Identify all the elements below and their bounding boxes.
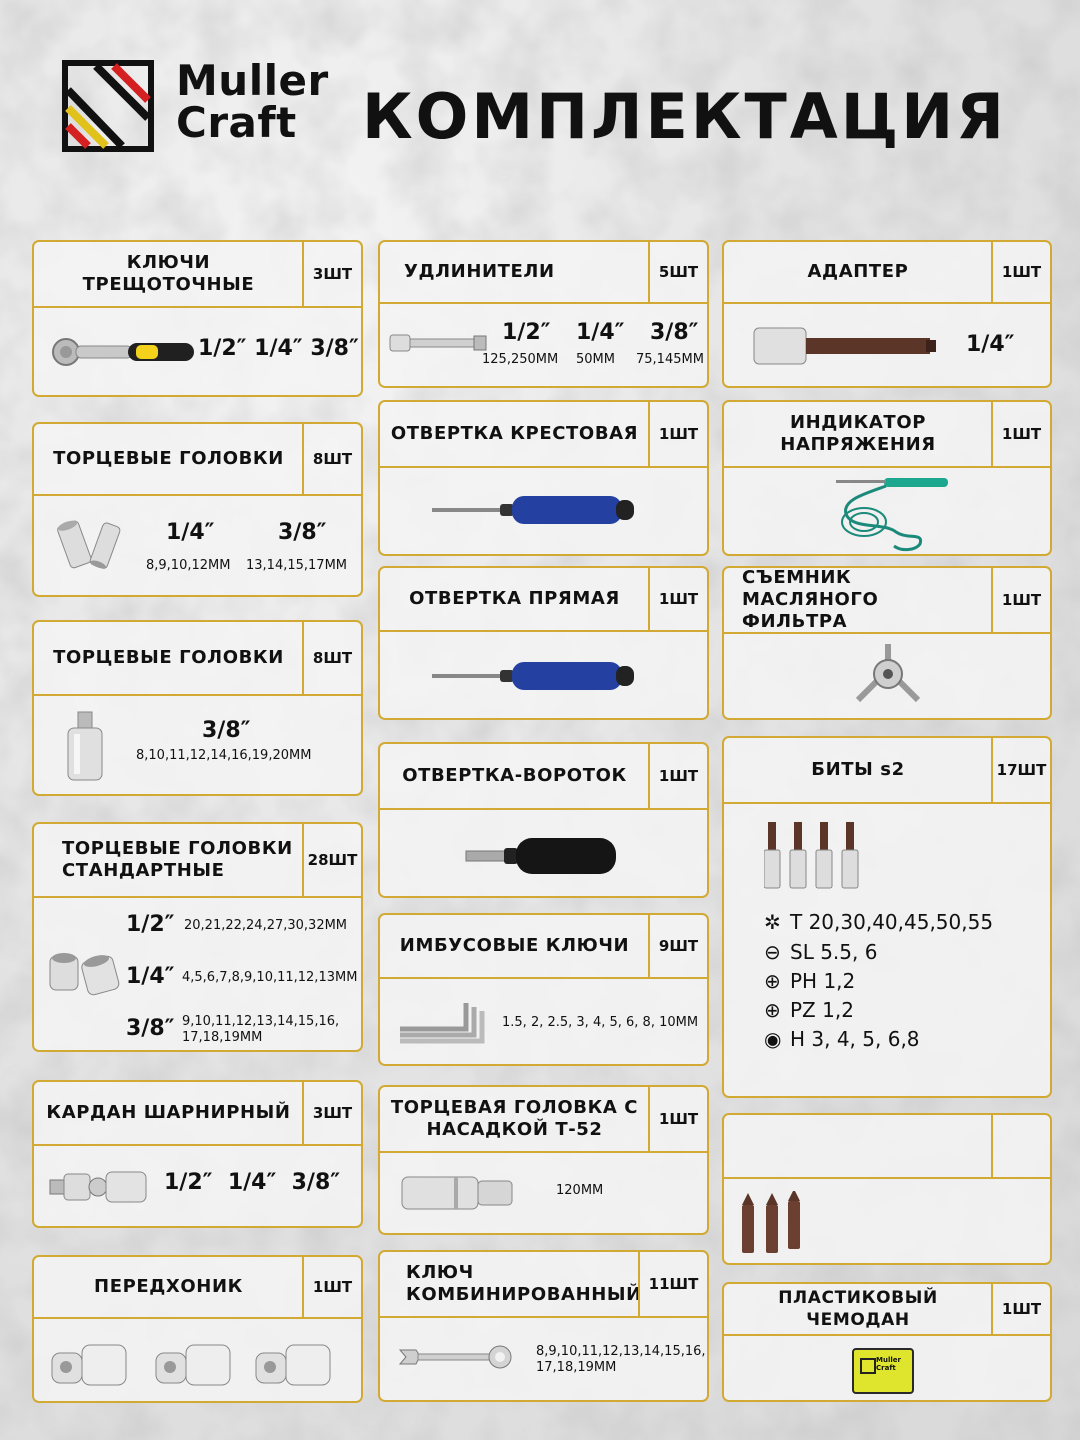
card-title: УДЛИНИТЕЛИ xyxy=(404,261,555,282)
card-title: КЛЮЧИ ТРЕЩОТОЧНЫЕ xyxy=(82,252,255,295)
card-adapter-set xyxy=(32,1255,363,1403)
hex-keys-image xyxy=(394,993,494,1049)
card-title: ОТВЕРТКА-ВОРОТОК xyxy=(402,765,627,786)
spark-socket-note: 120ММ xyxy=(556,1183,604,1198)
card-qty: 8ШТ xyxy=(302,424,361,494)
card-qty: 1ШТ xyxy=(648,402,707,466)
bit-holders-image xyxy=(764,822,864,892)
card-qty: 5ШТ xyxy=(648,242,707,302)
card-title: КАРДАН ШАРНИРНЫЙ xyxy=(46,1102,291,1123)
socket-size: 3/8″ xyxy=(278,520,327,545)
socket-size-note: 20,21,22,24,27,30,32ММ xyxy=(184,918,348,933)
socket-size-note: 8,10,11,12,14,16,19,20ММ xyxy=(136,748,312,763)
card-hex-keys xyxy=(378,913,709,1066)
card-qty: 9ШТ xyxy=(648,915,707,977)
bit-sizes: T 20,30,40,45,50,55 xyxy=(790,910,994,934)
adapter-size: 1/4″ xyxy=(966,332,1015,357)
card-qty: 17ШТ xyxy=(991,738,1050,802)
card-qty: 8ШТ xyxy=(302,622,361,694)
socket-size: 3/8″ xyxy=(126,1016,175,1041)
bit-sizes: SL 5.5, 6 xyxy=(790,940,878,964)
bit-row-slotted xyxy=(764,940,877,964)
brand-line-2: Craft xyxy=(176,98,297,147)
card-adapter xyxy=(722,240,1052,388)
card-qty: 1ШТ xyxy=(302,1257,361,1317)
voltage-tester-image xyxy=(824,474,954,554)
card-qty xyxy=(991,1115,1050,1177)
card-qty: 1ШТ xyxy=(648,1087,707,1151)
card-title: ТОРЦЕВЫЕ ГОЛОВКИ xyxy=(53,647,284,668)
universal-joint-image xyxy=(46,1162,156,1212)
socket-size: 1/4″ xyxy=(166,520,215,545)
ratchet-image xyxy=(50,332,200,372)
pozidriv-icon: ⊕ xyxy=(764,998,781,1022)
spark-socket-image xyxy=(400,1171,520,1215)
card-voltage-tester xyxy=(722,400,1052,556)
combination-wrench-image xyxy=(396,1342,516,1372)
extension-size: 3/8″ xyxy=(650,320,699,345)
card-title: ТОРЦЕВЫЕ ГОЛОВКИ xyxy=(53,448,284,469)
page-title: КОМПЛЕКТАЦИЯ xyxy=(362,80,1007,153)
bit-sizes: PZ 1,2 xyxy=(790,998,854,1022)
adapter-set-image xyxy=(48,1337,348,1397)
card-flat-screwdriver xyxy=(378,566,709,720)
ratchet-size: 3/8″ xyxy=(310,336,359,361)
torx-icon: ✲ xyxy=(764,910,781,934)
bit-row-phillips xyxy=(764,969,855,993)
bit-row-pozidriv xyxy=(764,998,854,1022)
card-qty: 28ШТ xyxy=(302,824,361,896)
spinner-handle-image xyxy=(464,834,624,878)
card-spark-socket xyxy=(378,1085,709,1235)
socket-size-note: 13,14,15,17ММ xyxy=(246,558,347,573)
card-combination-wrench xyxy=(378,1250,709,1402)
bit-row-hex xyxy=(764,1027,920,1051)
plastic-case-image xyxy=(852,1348,914,1394)
ratchet-size: 1/2″ xyxy=(198,336,247,361)
card-title: КЛЮЧ КОМБИНИРОВАННЫЙ xyxy=(406,1262,642,1305)
extension-size-note: 50ММ xyxy=(576,352,615,367)
socket-size-note: 9,10,11,12,13,14,15,16, xyxy=(182,1014,340,1029)
socket-image xyxy=(60,708,120,788)
joint-size: 1/2″ xyxy=(164,1170,213,1195)
extension-size-note: 125,250ММ xyxy=(482,352,559,367)
extension-size: 1/2″ xyxy=(502,320,551,345)
card-ratchets xyxy=(32,240,363,397)
card-extra-bits xyxy=(722,1113,1052,1265)
loose-bits-image xyxy=(738,1191,808,1257)
socket-size-note: 4,5,6,7,8,9,10,11,12,13ММ xyxy=(182,970,358,985)
screwdriver-image xyxy=(430,490,640,530)
card-qty: 11ШТ xyxy=(638,1252,707,1316)
socket-size: 3/8″ xyxy=(202,718,251,743)
card-title: БИТЫ s2 xyxy=(811,759,905,780)
card-qty: 1ШТ xyxy=(648,744,707,808)
phillips-icon: ⊕ xyxy=(764,969,781,993)
card-universal-joint xyxy=(32,1080,363,1228)
card-title xyxy=(724,1115,992,1177)
joint-size: 3/8″ xyxy=(291,1170,341,1195)
card-title: ИНДИКАТОР НАПРЯЖЕНИЯ xyxy=(780,412,936,455)
card-phillips-screwdriver xyxy=(378,400,709,556)
card-title: СЪЕМНИК МАСЛЯНОГО ФИЛЬТРА xyxy=(742,567,879,632)
case-brand-label: Muller Craft xyxy=(876,1356,901,1372)
adapter-image xyxy=(750,324,940,368)
card-spinner-handle xyxy=(378,742,709,898)
wrench-sizes-note: 17,18,19ММ xyxy=(536,1360,617,1375)
card-qty: 1ШТ xyxy=(991,1284,1050,1334)
card-bits xyxy=(722,736,1052,1098)
card-sockets-1 xyxy=(32,422,363,597)
card-sockets-2 xyxy=(32,620,363,796)
card-sockets-standard xyxy=(32,822,363,1052)
card-title: ОТВЕРТКА ПРЯМАЯ xyxy=(409,588,620,609)
card-plastic-case xyxy=(722,1282,1052,1402)
muller-craft-logo xyxy=(62,60,154,152)
case-logo-icon xyxy=(860,1358,876,1374)
socket-size-note: 8,9,10,12ММ xyxy=(146,558,231,573)
bit-row-torx xyxy=(764,910,993,934)
brand-line-1: Muller xyxy=(176,56,329,105)
oil-filter-wrench-image xyxy=(848,640,928,714)
socket-size: 1/4″ xyxy=(126,964,175,989)
card-qty: 1ШТ xyxy=(648,568,707,630)
card-title: ОТВЕРТКА КРЕСТОВАЯ xyxy=(390,423,639,444)
bit-sizes: PH 1,2 xyxy=(790,969,856,993)
card-title: АДАПТЕР xyxy=(807,261,909,282)
extension-size-note: 75,145ММ xyxy=(636,352,704,367)
slotted-icon: ⊖ xyxy=(764,940,781,964)
extension-bar-image xyxy=(388,328,488,358)
socket-size-note: 17,18,19ММ xyxy=(182,1030,263,1045)
card-title: ПЛАСТИКОВЫЙ ЧЕМОДАН xyxy=(778,1288,938,1330)
socket-size: 1/2″ xyxy=(126,912,175,937)
card-title: ИМБУСОВЫЕ КЛЮЧИ xyxy=(399,935,630,956)
card-qty: 1ШТ xyxy=(991,568,1050,632)
card-title: ТОРЦЕВАЯ ГОЛОВКА С НАСАДКОЙ Т-52 xyxy=(390,1097,639,1140)
card-qty: 1ШТ xyxy=(991,402,1050,466)
screwdriver-image xyxy=(430,656,640,696)
card-oil-filter-wrench xyxy=(722,566,1052,720)
card-qty: 3ШТ xyxy=(302,242,361,306)
card-qty: 3ШТ xyxy=(302,1082,361,1144)
ratchet-size: 1/4″ xyxy=(254,336,303,361)
card-title: ПЕРЕДХОНИК xyxy=(94,1276,243,1297)
hex-sizes-note: 1.5, 2, 2.5, 3, 4, 5, 6, 8, 10ММ xyxy=(502,1015,699,1030)
standard-socket-image xyxy=(46,944,126,1000)
card-qty: 1ШТ xyxy=(991,242,1050,302)
card-extensions xyxy=(378,240,709,388)
joint-size: 1/4″ xyxy=(227,1170,277,1195)
bit-sizes: H 3, 4, 5, 6,8 xyxy=(790,1027,920,1051)
card-title: ТОРЦЕВЫЕ ГОЛОВКИ СТАНДАРТНЫЕ xyxy=(62,838,293,881)
brand-name xyxy=(176,56,329,147)
deep-socket-image xyxy=(56,516,126,576)
extension-size: 1/4″ xyxy=(576,320,625,345)
header xyxy=(0,0,1080,220)
hex-icon: ◉ xyxy=(764,1027,782,1051)
wrench-sizes-note: 8,9,10,11,12,13,14,15,16, xyxy=(536,1344,706,1359)
